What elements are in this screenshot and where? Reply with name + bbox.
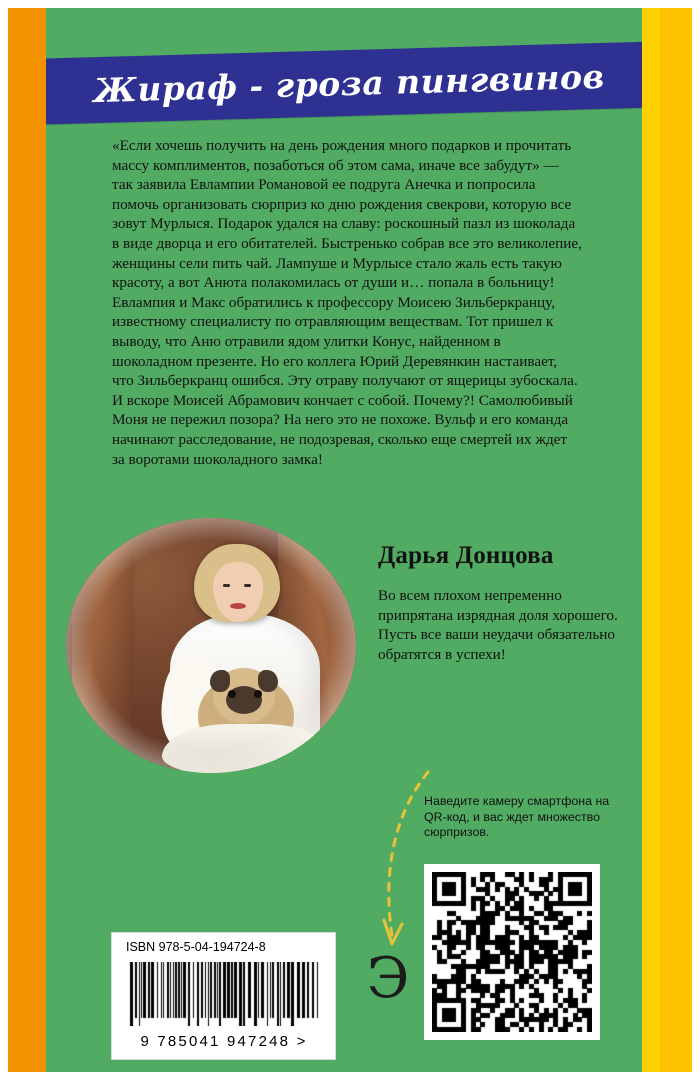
publisher-logo: Э: [366, 946, 410, 1011]
author-photo: [66, 518, 356, 773]
qr-caption: Наведите камеру смартфона на QR-код, и вас ждет множество сюрпризов.: [424, 794, 610, 840]
book-blurb: «Если хочешь получить на день рождения много подарков и прочитать массу комплиментов, позаботься об этом сама, иначе все забудут» — так заявила Евлампии Романовой ее подруга Анечка и попросила помочь организовать сюрприз ко дню рождения свекрови, которую все зовут Мурлыся. Подарок удался на славу: роскошный пазл из шоколада в виде дворца и его обитателей. Быстренько собрав все это великолепие, женщины сели пить чай. Лампуше и Мурлысе стало жаль есть такую красоту, а вот Анюта полакомилась от души и… попала в больницу! Евлампия и Макс обратились к профессору Моисею Зильберкранцу, известному специалисту по отравляющим веществам. Тот пришел к выводу, что Аню отравили ядом улитки Конус, найденном в шоколадном презенте. Но его коллега Юрий Деревянкин настаивает, что Зильберкранц ошибся. Эту отраву получают от ящерицы зубоскала. И вскоре Моисей Абрамович кончает с собой. Почему?! Самолюбивый Моня не пережил позора? На него это не похоже. Вульф и его команда начинают расследование, не подозревая, сколько еще смертей их ждет за воротами шоколадного замка!: [112, 137, 582, 468]
title-banner: [46, 41, 642, 125]
qr-code-image: [432, 872, 592, 1032]
qr-code[interactable]: [424, 864, 600, 1040]
author-name: Дарья Донцова: [378, 542, 554, 569]
frame-yellow-strip: [660, 8, 692, 1072]
barcode-digits: 9 785041 947248 >: [140, 1033, 308, 1050]
barcode-bars: [126, 962, 322, 1026]
author-quote: Во всем плохом непременно припрятана изрядная доля хорошего. Пусть все ваши неудачи обязательно обратятся в успехи!: [378, 587, 618, 663]
isbn-text: ISBN 978-5-04-194724-8: [126, 940, 266, 954]
author-photo-oval: [66, 518, 356, 773]
photo-vignette: [66, 518, 356, 773]
cover-panel: [46, 8, 642, 1072]
book-title: Жираф - гроза пингвинов: [92, 56, 606, 110]
